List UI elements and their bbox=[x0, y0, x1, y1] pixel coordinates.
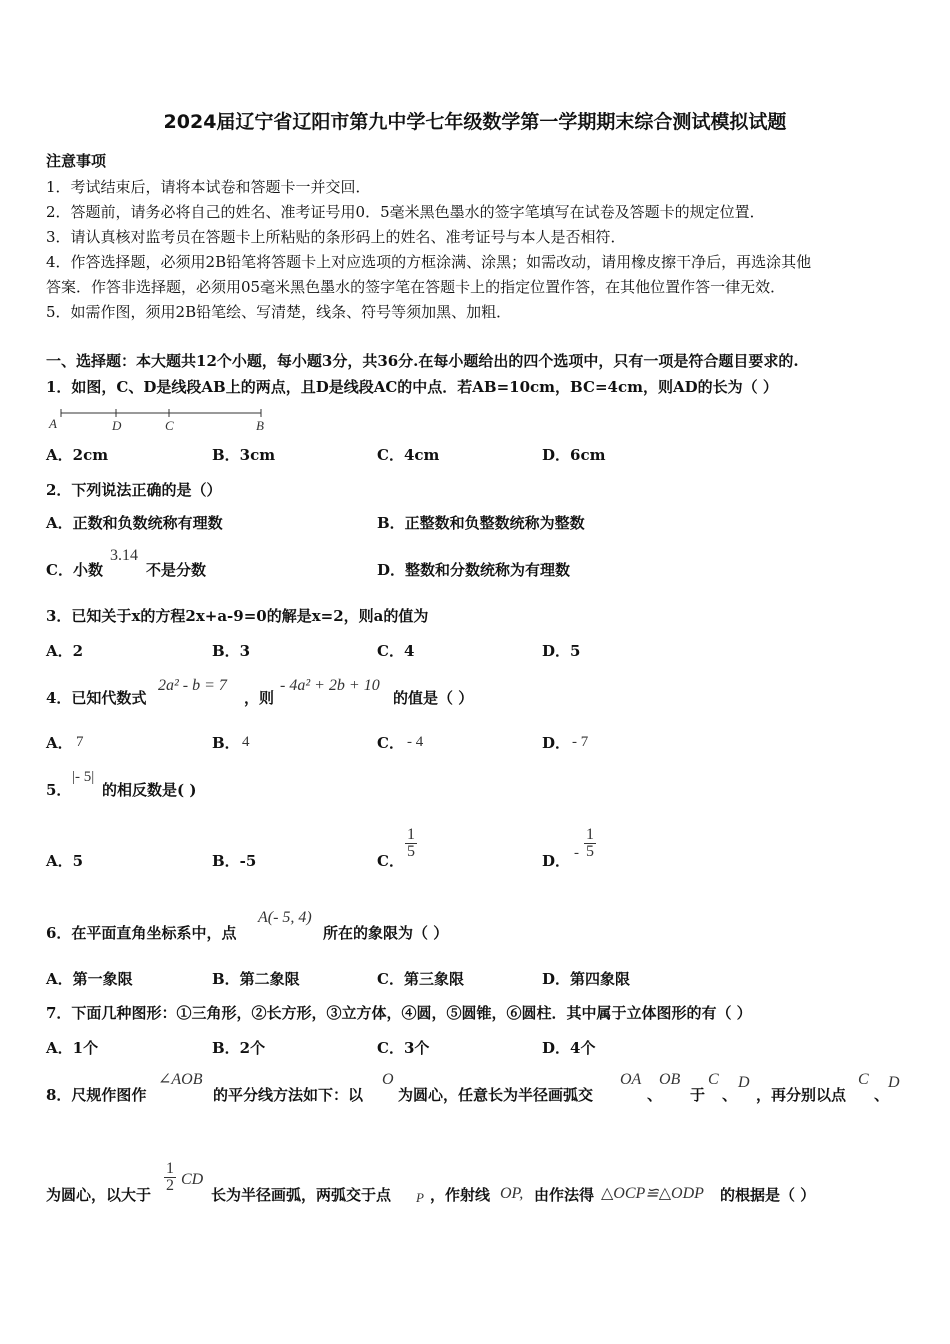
option-d: D． bbox=[542, 852, 571, 870]
option-b-label: B． bbox=[212, 734, 240, 752]
point-d: D bbox=[738, 1074, 750, 1091]
q8-text: ，作射线 bbox=[430, 1186, 491, 1204]
option-b: B．2个 bbox=[212, 1039, 266, 1057]
option-b: B．第二象限 bbox=[212, 970, 300, 988]
option-c: C．4 bbox=[377, 642, 415, 660]
question-5-stem: 5． bbox=[46, 781, 72, 799]
question-8-stem: 8．尺规作图作 bbox=[46, 1086, 147, 1104]
option-c-value: - 4 bbox=[407, 734, 424, 750]
notice-item: 5．如需作图，须用2B铅笔绘、写清楚，线条、符号等须加黑、加粗． bbox=[46, 303, 512, 321]
option-c: C．小数 bbox=[46, 561, 103, 579]
ray-oa: OA bbox=[620, 1071, 642, 1088]
q8-text: 的根据是（ ） bbox=[720, 1186, 816, 1204]
option-d-label: D． bbox=[542, 734, 571, 752]
option-c: C．3个 bbox=[377, 1039, 430, 1057]
option-a: A．正数和负数统称有理数 bbox=[46, 514, 223, 532]
section-heading: 一、选择题：本大题共12个小题，每小题3分，共36分.在每小题给出的四个选项中，只有一项是符合题目要求的. bbox=[46, 352, 799, 370]
option-b: B．正整数和负整数统称为整数 bbox=[377, 514, 585, 532]
q8-separator: 、 bbox=[874, 1086, 890, 1104]
absolute-value: |- 5| bbox=[72, 769, 95, 785]
question-5-tail: 的相反数是( ) bbox=[102, 781, 197, 799]
expression-2: - 4a² + 2b + 10 bbox=[280, 677, 380, 694]
option-c-label: C． bbox=[377, 734, 404, 752]
option-a: A．1个 bbox=[46, 1039, 99, 1057]
angle-aob: ∠AOB bbox=[158, 1071, 203, 1088]
option-b: B．3cm bbox=[212, 446, 276, 464]
question-1-stem: 1．如图，C、D是线段AB上的两点，且D是线段AC的中点．若AB=10cm，BC=4cm，则AD的长为（ ） bbox=[46, 378, 778, 396]
page-title: 2024届辽宁省辽阳市第九中学七年级数学第一学期期末综合测试模拟试题 bbox=[163, 111, 787, 133]
q8-text: 的平分线方法如下：以 bbox=[213, 1086, 364, 1104]
congruence-statement: △OCP≌△ODP bbox=[601, 1185, 704, 1202]
option-a-value: 7 bbox=[76, 734, 84, 750]
point-coordinates: A(- 5, 4) bbox=[258, 909, 312, 926]
question-7-stem: 7．下面几种图形：①三角形，②长方形，③立方体，④圆，⑤圆锥，⑥圆柱．其中属于立体图形的有（ ） bbox=[46, 1004, 752, 1022]
option-a-label: A． bbox=[46, 734, 73, 752]
option-a: A．2 bbox=[46, 642, 84, 660]
point-p: P bbox=[416, 1190, 424, 1205]
fraction-one-fifth: $\frac{1}{5}$ bbox=[407, 826, 415, 860]
q8-text: 为圆心，以大于 bbox=[46, 1186, 152, 1204]
point-label: A bbox=[49, 416, 57, 431]
point-label: C bbox=[165, 418, 174, 433]
notice-item: 3．请认真核对监考员在答题卡上所粘贴的条形码上的姓名、准考证号与本人是否相符． bbox=[46, 228, 626, 246]
option-b: B．-5 bbox=[212, 852, 257, 870]
notice-item: 2．答题前，请务必将自己的姓名、准考证号用0．5毫米黑色墨水的签字笔填写在试卷及答题卡的规定位置． bbox=[46, 203, 765, 221]
q8-text: 由作法得 bbox=[534, 1186, 595, 1204]
option-c: C．第三象限 bbox=[377, 970, 464, 988]
point-d: D bbox=[888, 1074, 900, 1091]
q8-text: 长为半径画弧，两弧交于点 bbox=[211, 1186, 392, 1204]
option-a: A．2cm bbox=[46, 446, 109, 464]
point-o: O bbox=[382, 1071, 394, 1088]
option-c: C．4cm bbox=[377, 446, 440, 464]
point-c: C bbox=[858, 1071, 869, 1088]
q8-text: ，再分别以点 bbox=[756, 1086, 847, 1104]
option-c: C． bbox=[377, 852, 404, 870]
segment-cd: CD bbox=[181, 1171, 204, 1188]
q8-text: 为圆心，任意长为半径画弧交 bbox=[398, 1086, 594, 1104]
ray-op: OP, bbox=[500, 1185, 524, 1202]
option-c-tail: 不是分数 bbox=[146, 561, 207, 579]
ray-ob: OB bbox=[659, 1071, 681, 1088]
fraction-one-half: $\frac{1}{2}$ bbox=[166, 1160, 174, 1194]
option-d: D．6cm bbox=[542, 446, 606, 464]
option-d: D．第四象限 bbox=[542, 970, 631, 988]
question-4-mid: ，则 bbox=[244, 689, 275, 707]
question-4-tail: 的值是（ ） bbox=[393, 689, 474, 707]
option-a: A．第一象限 bbox=[46, 970, 133, 988]
option-b-value: 4 bbox=[242, 734, 250, 750]
option-d: D．4个 bbox=[542, 1039, 596, 1057]
negative-sign: - bbox=[574, 845, 579, 861]
point-c: C bbox=[708, 1071, 719, 1088]
segment-figure bbox=[46, 404, 276, 434]
question-6-stem: 6．在平面直角坐标系中，点 bbox=[46, 924, 237, 942]
notice-heading: 注意事项 bbox=[46, 152, 107, 170]
option-d-value: - 7 bbox=[572, 734, 589, 750]
option-b: B．3 bbox=[212, 642, 251, 660]
point-label: D bbox=[112, 418, 122, 433]
q8-separator: 、 bbox=[722, 1086, 738, 1104]
question-2-stem: 2．下列说法正确的是（） bbox=[46, 481, 222, 499]
expression-1: 2a² - b = 7 bbox=[158, 677, 227, 694]
point-label: B bbox=[256, 418, 264, 433]
notice-item: 答案．作答非选择题，必须用05毫米黑色墨水的签字笔在答题卡上的指定位置作答，在其他位置作答一律无效． bbox=[46, 278, 786, 296]
option-d: D．5 bbox=[542, 642, 581, 660]
math-3-14: 3.14 bbox=[110, 547, 138, 564]
q8-text: 于 bbox=[690, 1086, 706, 1104]
notice-item: 4．作答选择题，必须用2B铅笔将答题卡上对应选项的方框涂满、涂黑；如需改动，请用橡皮擦干净后，再选涂其他 bbox=[46, 253, 812, 271]
question-6-tail: 所在的象限为（ ） bbox=[323, 924, 449, 942]
option-a: A．5 bbox=[46, 852, 84, 870]
q8-separator: 、 bbox=[647, 1086, 663, 1104]
option-d: D．整数和分数统称为有理数 bbox=[377, 561, 571, 579]
notice-item: 1．考试结束后，请将本试卷和答题卡一并交回． bbox=[46, 178, 371, 196]
question-3-stem: 3．已知关于x的方程2x+a-9=0的解是x=2，则a的值为 bbox=[46, 607, 429, 625]
fraction-one-fifth: $\frac{1}{5}$ bbox=[586, 826, 594, 860]
question-4-stem: 4．已知代数式 bbox=[46, 689, 147, 707]
